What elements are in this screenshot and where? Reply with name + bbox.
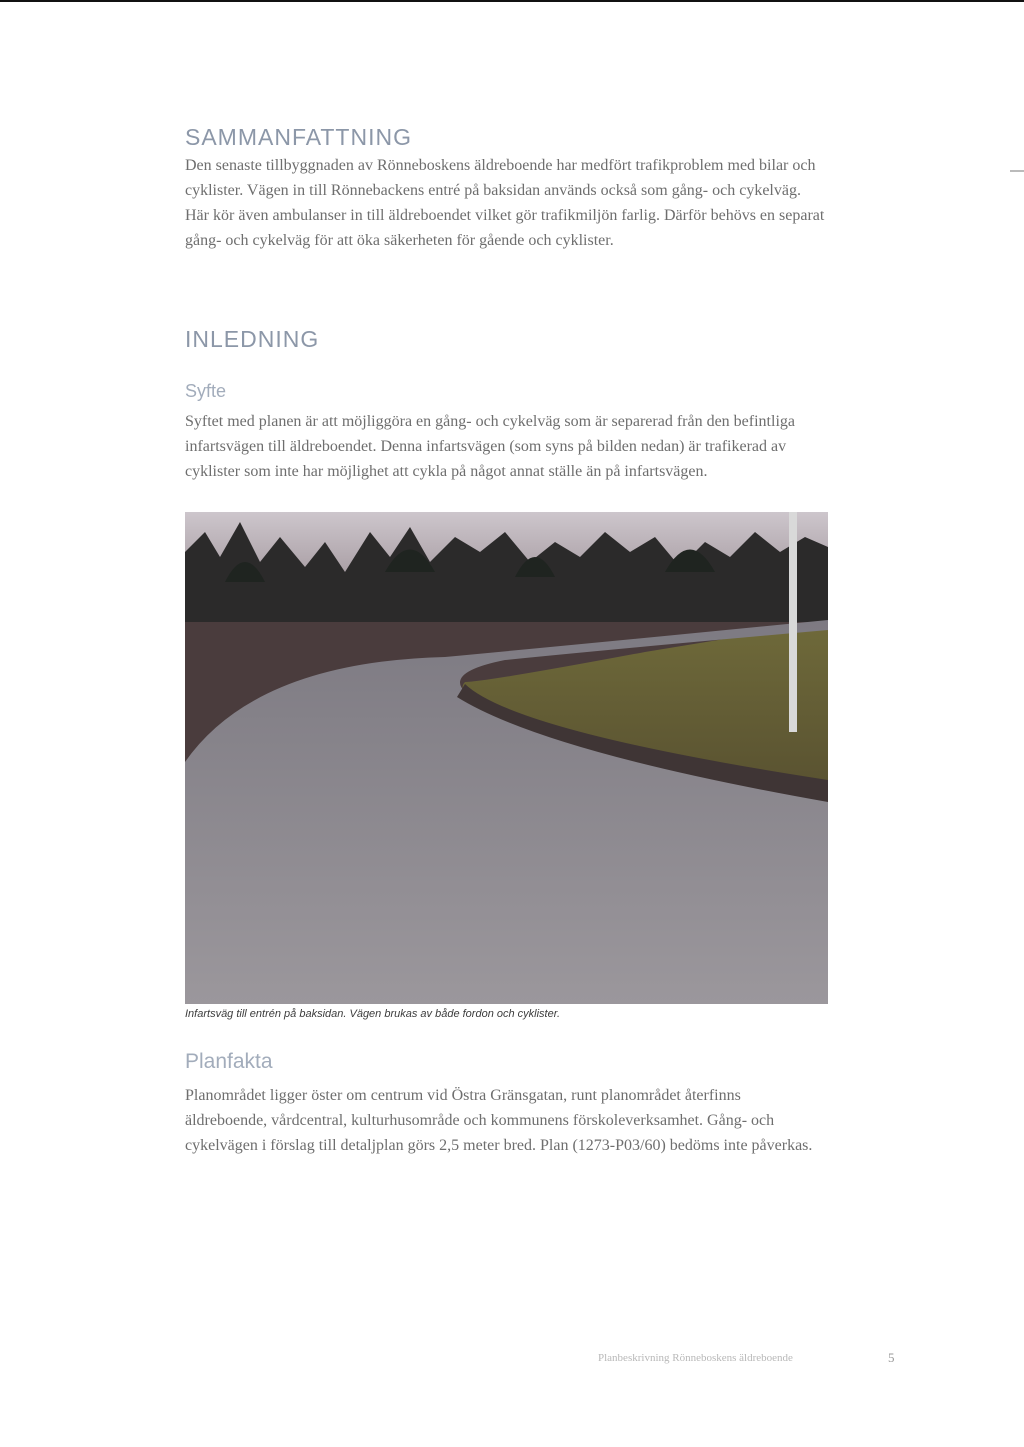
plan-facts-paragraph: Planområdet ligger öster om centrum vid Östra Gränsgatan, runt planområdet återfinns äldreboende, vårdcentral, kulturhusområde och kommunens förskoleverksamhet. Gång- och cykelvägen i förslag till detaljplan görs 2,5 meter bred. Plan (1273-P03/60) bedöms inte påverkas. [185,1087,813,1154]
margin-mark [1010,170,1024,172]
purpose-paragraph: Syftet med planen är att möjliggöra en gång- och cykelväg som är separerad från den befintliga infartsvägen till äldreboendet. Denna infartsvägen (som syns på bilden nedan) är trafikerad av cyklister som inte har möjlighet att cykla på något annat ställe än på infartsvägen. [185,413,795,480]
footer-document-title: Planbeskrivning Rönneboskens äldreboende [598,1352,793,1364]
road-illustration [185,512,828,1004]
summary-paragraph: Den senaste tillbyggnaden av Rönneboskens äldreboende har medfört trafikproblem med bilar och cyklister. Vägen in till Rönnebackens entré på baksidan används också som gång- och cykelväg. Här kör även ambulanser in till äldreboendet vilket gör trafikmiljön farlig. Därför behövs en separat gång- och cykelväg för att öka säkerheten för gående och cyklister. [185,157,825,249]
top-border-line [0,0,1024,2]
photo-caption: Infartsväg till entrén på baksidan. Vägen brukas av både fordon och cyklister. [185,1008,561,1020]
plan-facts-heading: Planfakta [185,1050,273,1073]
introduction-heading: INLEDNING [185,326,320,352]
purpose-heading: Syfte [185,381,227,401]
access-road-photo [185,512,828,1004]
summary-heading: SAMMANFATTNING [185,124,412,150]
page-number: 5 [888,1350,895,1365]
